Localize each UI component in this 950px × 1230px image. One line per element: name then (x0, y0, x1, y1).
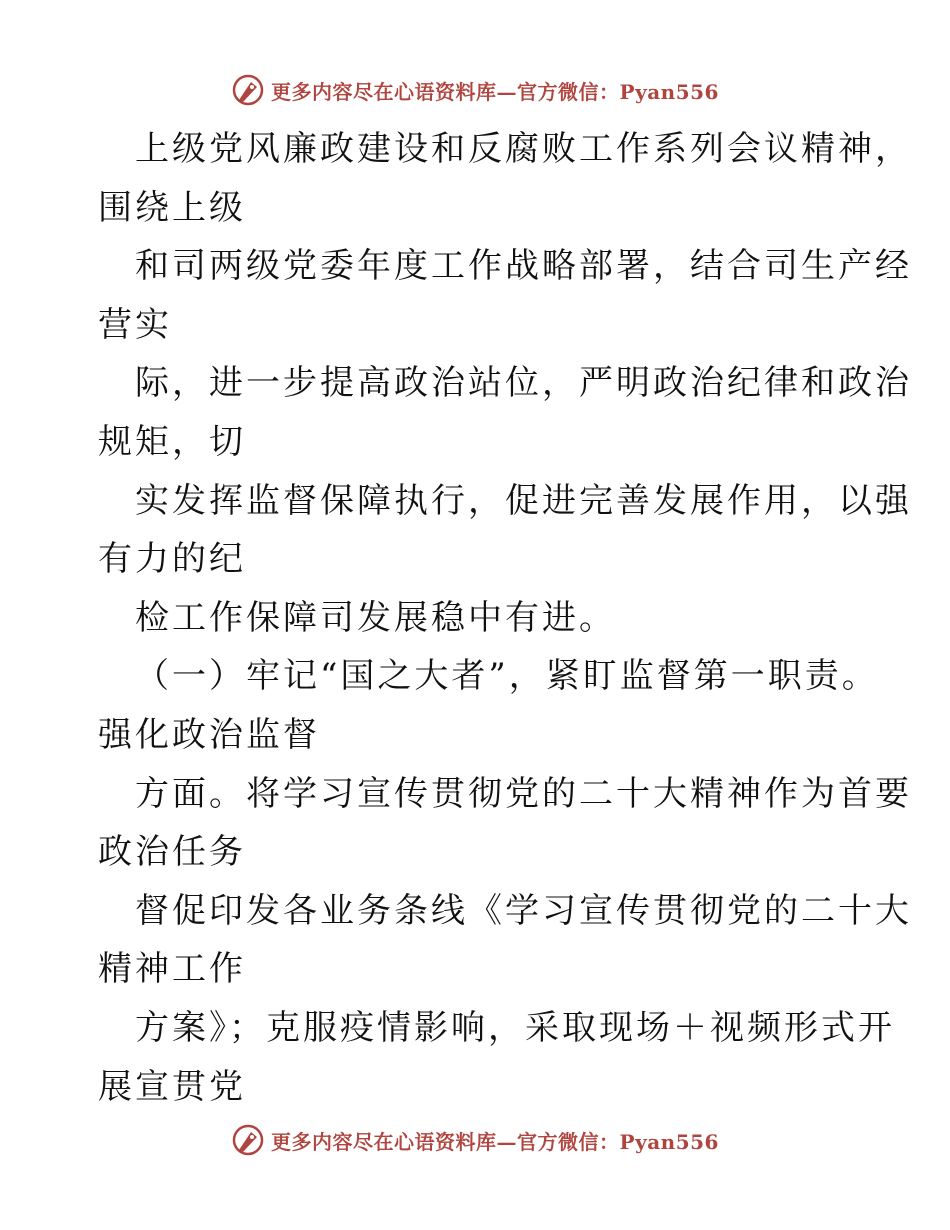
pen-nib-circle-icon (231, 73, 265, 107)
text-line: 围绕上级 (98, 187, 246, 228)
text-line: 营实 (98, 304, 172, 345)
text-line: 强化政治监督 (98, 714, 320, 755)
text-line: 际，进一步提高政治站位，严明政治纪律和政治 (135, 363, 912, 404)
watermark-header (0, 70, 950, 110)
text-line: 精神工作 (98, 949, 246, 990)
text-line: 规矩，切 (98, 421, 246, 462)
text-line: 政治任务 (98, 832, 246, 873)
text-line: 检工作保障司发展稳中有进。 (135, 597, 616, 638)
watermark-text: 更多内容尽在心语资料库—官方微信：Pyan556 (271, 1129, 719, 1154)
text-line: 展宣贯党 (98, 1066, 246, 1107)
text-line: 督促印发各业务条线《学习宣传贯彻党的二十大 (135, 890, 912, 931)
text-line: 方案》；克服疫情影响，采取现场＋视频形式开 (135, 1007, 895, 1048)
text-line: 方面。将学习宣传贯彻党的二十大精神作为首要 (135, 773, 912, 814)
pen-nib-circle-icon (231, 1123, 265, 1157)
watermark-footer (0, 1120, 950, 1160)
text-line: （一）牢记“国之大者”，紧盯监督第一职责。 (135, 656, 879, 697)
text-line: 有力的纪 (98, 539, 246, 580)
text-line: 和司两级党委年度工作战略部署，结合司生产经 (135, 246, 912, 287)
text-line: 上级党风廉政建设和反腐败工作系列会议精神， (135, 129, 912, 169)
text-line: 实发挥监督保障执行，促进完善发展作用，以强 (135, 480, 912, 521)
document-body (98, 120, 912, 1116)
watermark-text: 更多内容尽在心语资料库—官方微信：Pyan556 (271, 79, 719, 104)
